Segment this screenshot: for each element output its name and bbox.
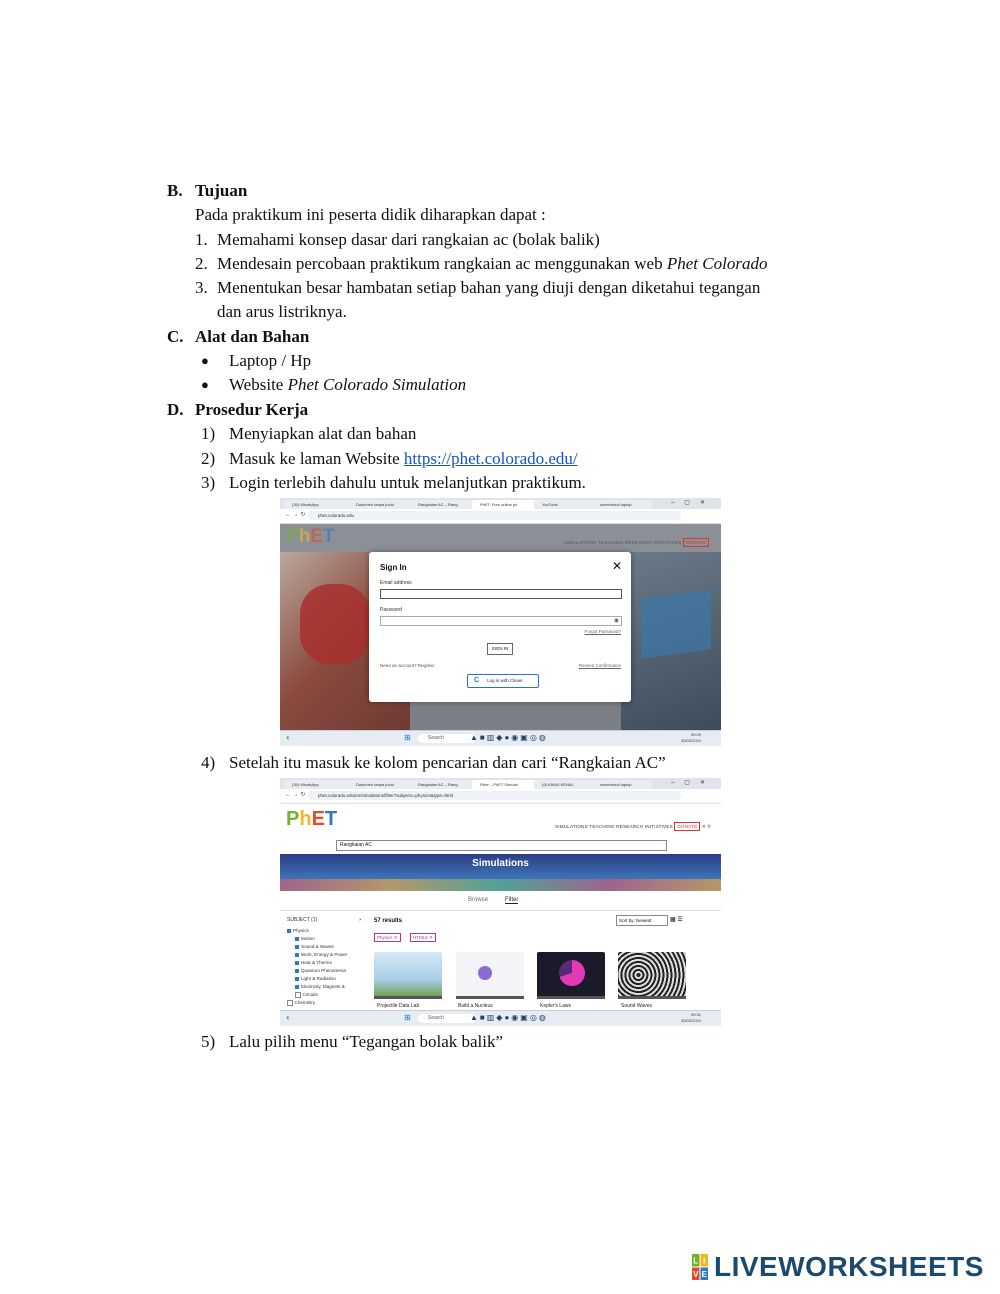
browser-tab: screenshot laptop	[592, 780, 652, 789]
dialog-title: Sign In	[380, 563, 407, 572]
checkbox-icon	[287, 929, 291, 933]
simulation-card-nucleus	[456, 952, 524, 998]
site-nav: SIMULATIONS TEACHING RESEARCH INITIATIVES DONATE ✕ ⚲	[554, 824, 711, 829]
simulation-card-kepler	[537, 952, 605, 998]
browser-tab: Dokumen tanpa judul	[348, 500, 414, 509]
screenshot-simulations	[280, 778, 721, 1026]
checkbox-icon	[287, 1000, 293, 1006]
objective-2-italic: Phet Colorado	[666, 254, 768, 273]
objective-1-text: Memahami konsep dasar dari rangkaian ac (bolak balik)	[217, 230, 600, 249]
taskbar-search: Search	[418, 734, 476, 743]
site-nav-links: SIMULATIONS TEACHING RESEARCH INITIATIVES	[554, 824, 673, 829]
screenshot-sign-in	[280, 498, 721, 746]
sign-in-button: SIGN IN	[487, 643, 513, 655]
card-bar	[537, 996, 605, 999]
taskbar-search: Search	[418, 1014, 476, 1023]
step-3-text: Login terlebih dahulu untuk melanjutkan praktikum.	[229, 473, 586, 492]
subject-label: Heat & Thermo	[301, 960, 333, 965]
step-2-number: 2)	[201, 449, 216, 468]
sign-in-dialog	[369, 552, 631, 702]
card-label: Kepler's Laws	[540, 1003, 571, 1009]
filter-chip-physics: Physics ✕	[374, 933, 401, 942]
subject-label: Motion	[301, 936, 315, 941]
card-bar	[374, 996, 442, 999]
grid-view-icon: ▦ ☰	[670, 917, 683, 923]
window-controls: –▢✕	[670, 780, 715, 786]
subject-label: Chemistry	[294, 1000, 316, 1005]
step-4-text: Setelah itu masuk ke kolom pencarian dan cari “Rangkaian AC”	[229, 753, 666, 772]
tab-browse: Browse	[468, 897, 489, 903]
section-d-letter: D.	[167, 400, 184, 419]
card-bar	[618, 996, 686, 999]
step-4-number: 4)	[201, 753, 216, 772]
checkbox-icon	[295, 969, 299, 973]
browser-tab: screenshot laptop	[592, 500, 652, 509]
email-label: Email address	[380, 580, 412, 586]
card-label: Build a Nucleus	[458, 1003, 493, 1009]
checkbox-icon	[295, 961, 299, 965]
browser-tab: Rangkaian AC – Rang	[410, 780, 476, 789]
eye-icon: ◉	[613, 618, 619, 624]
background-photo-screen	[641, 589, 711, 659]
browser-tab: (9) KAMU KENAL	[534, 780, 596, 789]
close-icon: ✕	[611, 559, 622, 573]
taskbar-time: 09:29	[690, 732, 701, 737]
tool-2-italic: Phet Colorado Simulation	[287, 375, 467, 394]
url-field: phet.colorado.edu/en/simulations/filter?subjects=physics&type=html	[308, 791, 681, 800]
search-input: Rangkaian AC	[336, 840, 667, 851]
site-nav	[564, 538, 709, 547]
objective-3-continuation: dan arus listriknya.	[217, 302, 347, 321]
register-prompt: Need an account? Register	[380, 663, 435, 668]
objective-2-text	[217, 253, 767, 275]
browser-tab: (39) WhatsApp	[284, 500, 352, 509]
nucleus-graphic	[478, 966, 492, 980]
card-label: Sound Waves	[621, 1003, 652, 1009]
browser-tab: Dokumen tanpa judul	[348, 780, 414, 789]
subject-filter-item	[295, 936, 315, 941]
windows-start-icon: ⊞	[404, 733, 411, 742]
address-bar	[280, 509, 721, 524]
section-b-intro: Pada praktikum ini peserta didik diharapkan dapat :	[195, 205, 546, 224]
step-3-number: 3)	[201, 473, 216, 492]
clever-login-label: Log in with Clever	[487, 678, 523, 683]
bullet-icon: ●	[201, 377, 209, 392]
taskbar-clock	[681, 732, 701, 744]
subject-filter-item	[295, 960, 332, 965]
kepler-graphic	[559, 960, 585, 986]
subject-filter-item	[287, 1000, 315, 1006]
step-5-number: 5)	[201, 1032, 216, 1051]
objective-1-number: 1.	[195, 230, 208, 249]
tab-filter: Filter	[505, 897, 519, 903]
taskbar-app-icons: ▲■▥◆●◉▣◎◍	[470, 733, 548, 742]
site-nav-links: SIMULATIONS TEACHING RESEARCH INITIATIVES	[563, 540, 682, 545]
windows-taskbar	[280, 730, 721, 746]
nav-arrows-icon: ← → ↻	[285, 512, 306, 518]
phet-logo: PhET	[286, 526, 335, 547]
email-field	[380, 589, 622, 599]
donate-button: DONATE	[683, 538, 709, 547]
objective-2-plain: Mendesain percobaan praktikum rangkaian ac menggunakan web	[217, 254, 667, 273]
subject-filter-item	[295, 984, 345, 989]
browser-tab-active: PhET: Free online ph	[472, 500, 538, 509]
step-1-number: 1)	[201, 424, 216, 443]
bullet-icon: ●	[201, 353, 209, 368]
filter-chip-html5: HTML5 ✕	[410, 933, 436, 942]
simulation-card-sound	[618, 952, 686, 998]
step-2-text	[229, 448, 578, 470]
badge-letter: E	[701, 1270, 707, 1279]
checkbox-icon	[295, 985, 299, 989]
section-b-title: Tujuan	[195, 181, 248, 200]
section-c-title: Alat dan Bahan	[195, 327, 310, 346]
taskbar-date: 30/03/2024	[680, 738, 701, 743]
checkbox-icon	[295, 945, 299, 949]
phet-logo: PhET	[286, 808, 338, 830]
subject-filter-item	[295, 976, 336, 981]
forgot-password-link: Forgot Password?	[584, 629, 621, 634]
subject-label: Quantum Phenomena	[301, 968, 346, 973]
weather-icon: ◐	[286, 1013, 291, 1022]
simulation-card-projectile	[374, 952, 442, 998]
nav-arrows-icon: ← → ↻	[285, 792, 306, 798]
step-2-plain: Masuk ke laman Website	[229, 449, 404, 468]
objective-3-text: Menentukan besar hambatan setiap bahan yang diuji dengan diketahui tegangan	[217, 278, 761, 297]
background-photo-shirt	[300, 584, 370, 664]
tool-1-text: Laptop / Hp	[229, 351, 312, 370]
subject-label: Electricity, Magnets &	[301, 984, 345, 989]
badge-letter: V	[693, 1270, 699, 1279]
subject-filter-item	[295, 968, 346, 973]
clever-login-button	[467, 674, 539, 688]
sort-select: Sort by: Newest	[616, 915, 668, 926]
step-5-text: Lalu pilih menu “Tegangan bolak balik”	[229, 1032, 504, 1051]
step-1-text: Menyiapkan alat dan bahan	[229, 424, 417, 443]
browser-tab-bar	[280, 498, 721, 509]
browser-tab-bar	[280, 778, 721, 789]
liveworksheets-logo	[692, 1250, 988, 1284]
card-bar	[456, 996, 524, 999]
address-bar	[280, 789, 721, 804]
checkbox-icon	[295, 937, 299, 941]
subject-label: Light & Radiation	[301, 976, 336, 981]
liveworksheets-wordmark: LIVEWORKSHEETS	[714, 1251, 984, 1282]
subject-label: Sound & Waves	[301, 944, 334, 949]
subject-filter-item	[295, 944, 334, 949]
hero-reef	[280, 879, 721, 891]
objective-3-number: 3.	[195, 278, 208, 297]
url-field: phet.colorado.edu	[308, 511, 681, 520]
subject-filter-item	[295, 992, 318, 998]
subject-label: Work, Energy & Power	[301, 952, 348, 957]
collapse-icon: ×	[359, 917, 362, 922]
windows-taskbar	[280, 1010, 721, 1026]
subject-label: Circuits	[302, 992, 318, 997]
card-label: Projectile Data Lab	[377, 1003, 420, 1009]
browser-tab-active: Filter – PhET Simulat	[472, 780, 538, 789]
weather-icon: ◐	[286, 733, 291, 742]
subject-header: SUBJECT (1)	[287, 917, 318, 923]
tool-2-text	[229, 374, 466, 396]
donate-button: DONATE	[674, 822, 700, 831]
results-count: 57 results	[374, 918, 403, 924]
subject-label: Physics	[293, 928, 309, 933]
window-controls: –▢✕	[670, 500, 715, 506]
taskbar-clock	[681, 1012, 701, 1024]
tool-2-plain: Website	[229, 375, 288, 394]
simulations-hero	[280, 854, 721, 891]
checkbox-icon	[295, 992, 301, 998]
section-b-letter: B.	[167, 181, 183, 200]
badge-letter: L	[693, 1256, 699, 1266]
browser-tab: Rangkaian AC – Rang	[410, 500, 476, 509]
divider	[280, 910, 721, 911]
taskbar-date: 30/03/2024	[680, 1018, 701, 1023]
badge-letter: I	[703, 1256, 706, 1266]
phet-website-link[interactable]: https://phet.colorado.edu/	[403, 449, 578, 468]
browser-tab: (39) WhatsApp	[284, 780, 352, 789]
password-field	[380, 616, 622, 626]
liveworksheets-badge-icon	[692, 1254, 708, 1280]
subject-filter-item	[287, 928, 309, 933]
browser-tab: YouTube	[534, 500, 596, 509]
taskbar-time: 09:31	[690, 1012, 701, 1017]
taskbar-app-icons: ▲■▥◆●◉▣◎◍	[470, 1013, 548, 1022]
windows-start-icon: ⊞	[404, 1013, 411, 1022]
checkbox-icon	[295, 953, 299, 957]
password-label: Password	[380, 607, 402, 613]
resend-confirmation-link: Resend Confirmation	[578, 663, 621, 668]
section-c-letter: C.	[167, 327, 184, 346]
subject-filter-item	[295, 952, 347, 957]
hero-title: Simulations	[472, 858, 529, 869]
clever-icon: C	[474, 677, 480, 684]
objective-2-number: 2.	[195, 254, 208, 273]
section-d-title: Prosedur Kerja	[195, 400, 309, 419]
checkbox-icon	[295, 977, 299, 981]
